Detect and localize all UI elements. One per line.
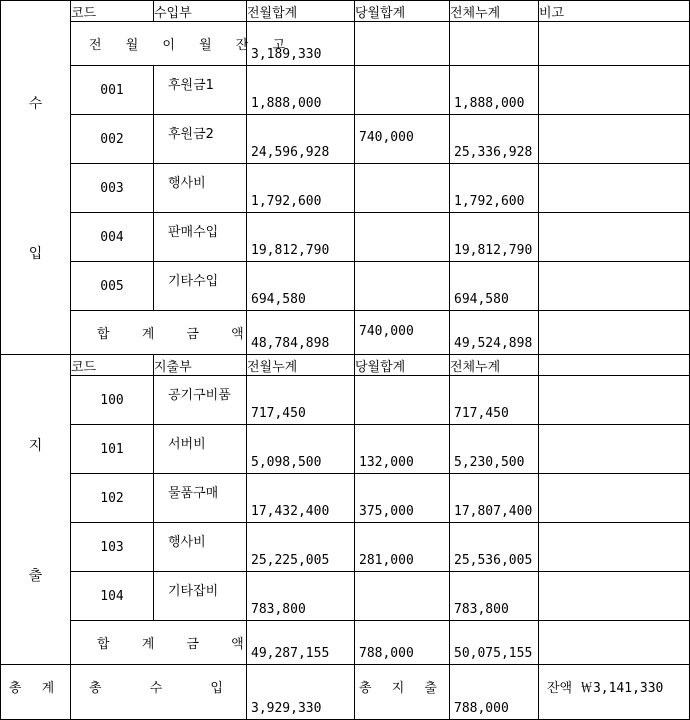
expense-total: 17,807,400 xyxy=(450,474,539,523)
expense-header-row xyxy=(1,355,690,376)
expense-current: 375,000 xyxy=(355,474,450,523)
expense-prev: 717,450 xyxy=(247,376,355,425)
income-code: 001 xyxy=(71,66,154,115)
table-row xyxy=(1,262,690,311)
footer-expense-value: 788,000 xyxy=(450,665,539,720)
footer-income-value: 3,929,330 xyxy=(247,665,355,720)
expense-code: 104 xyxy=(71,572,154,621)
carryover-note xyxy=(539,22,690,66)
income-code: 003 xyxy=(71,164,154,213)
table-row xyxy=(1,523,690,572)
carryover-row xyxy=(1,22,690,66)
expense-note xyxy=(539,425,690,474)
income-header-name: 수입부 xyxy=(154,1,247,22)
income-header-total: 전체누계 xyxy=(450,1,539,22)
footer-balance: 잔액 ￦3,141,330 xyxy=(539,665,690,720)
expense-note xyxy=(539,572,690,621)
income-total: 25,336,928 xyxy=(450,115,539,164)
expense-header-name: 지출부 xyxy=(154,355,247,376)
income-side-bottom: 입 xyxy=(28,245,43,262)
income-current xyxy=(355,164,450,213)
expense-name: 서버비 xyxy=(154,425,247,474)
expense-code: 101 xyxy=(71,425,154,474)
table-row xyxy=(1,66,690,115)
carryover-label: 전 월 이 월 잔 고 xyxy=(71,22,247,66)
expense-prev: 783,800 xyxy=(247,572,355,621)
carryover-current xyxy=(355,22,450,66)
income-code: 005 xyxy=(71,262,154,311)
income-total: 1,792,600 xyxy=(450,164,539,213)
income-prev: 19,812,790 xyxy=(247,213,355,262)
income-name: 기타수입 xyxy=(154,262,247,311)
carryover-total xyxy=(450,22,539,66)
income-header-current: 당월합계 xyxy=(355,1,450,22)
income-note xyxy=(539,115,690,164)
expense-name: 기타잡비 xyxy=(154,572,247,621)
income-note xyxy=(539,213,690,262)
income-code: 004 xyxy=(71,213,154,262)
income-side-top: 수 xyxy=(28,95,43,112)
income-prev: 24,596,928 xyxy=(247,115,355,164)
expense-header-current: 당월합계 xyxy=(355,355,450,376)
expense-sum-total: 50,075,155 xyxy=(450,621,539,665)
expense-header-note xyxy=(539,355,690,376)
income-header-prev: 전월합계 xyxy=(247,1,355,22)
table-row xyxy=(1,115,690,164)
footer-income-label: 총 수 입 xyxy=(71,665,247,720)
income-prev: 1,888,000 xyxy=(247,66,355,115)
expense-total: 783,800 xyxy=(450,572,539,621)
table-row xyxy=(1,572,690,621)
expense-side-label xyxy=(1,355,71,665)
footer-row xyxy=(1,665,690,720)
expense-note xyxy=(539,523,690,572)
expense-current: 281,000 xyxy=(355,523,450,572)
income-current xyxy=(355,66,450,115)
income-current xyxy=(355,262,450,311)
income-sum-row xyxy=(1,311,690,355)
expense-total: 717,450 xyxy=(450,376,539,425)
income-header-row xyxy=(1,1,690,22)
income-sum-current: 740,000 xyxy=(355,311,450,355)
expense-sum-row xyxy=(1,621,690,665)
income-note xyxy=(539,262,690,311)
expense-prev: 5,098,500 xyxy=(247,425,355,474)
income-sum-total: 49,524,898 xyxy=(450,311,539,355)
income-current xyxy=(355,213,450,262)
expense-sum-note xyxy=(539,621,690,665)
table-row xyxy=(1,425,690,474)
income-name: 행사비 xyxy=(154,164,247,213)
carryover-prev: 3,189,330 xyxy=(247,22,355,66)
income-side-label xyxy=(1,1,71,355)
income-sum-prev: 48,784,898 xyxy=(247,311,355,355)
expense-name: 행사비 xyxy=(154,523,247,572)
table-row xyxy=(1,164,690,213)
expense-total: 5,230,500 xyxy=(450,425,539,474)
expense-note xyxy=(539,474,690,523)
expense-side-top: 지 xyxy=(28,437,43,454)
income-total: 19,812,790 xyxy=(450,213,539,262)
income-total: 1,888,000 xyxy=(450,66,539,115)
expense-current xyxy=(355,572,450,621)
income-name: 판매수입 xyxy=(154,213,247,262)
expense-name: 물품구매 xyxy=(154,474,247,523)
footer-label: 총 계 xyxy=(1,665,71,720)
income-note xyxy=(539,164,690,213)
table-row xyxy=(1,376,690,425)
expense-prev: 17,432,400 xyxy=(247,474,355,523)
expense-note xyxy=(539,376,690,425)
income-note xyxy=(539,66,690,115)
expense-sum-prev: 49,287,155 xyxy=(247,621,355,665)
footer-expense-label: 총 지 출 xyxy=(355,665,450,720)
table-row xyxy=(1,474,690,523)
expense-sum-current: 788,000 xyxy=(355,621,450,665)
income-name: 후원금1 xyxy=(154,66,247,115)
expense-current xyxy=(355,376,450,425)
expense-prev: 25,225,005 xyxy=(247,523,355,572)
expense-header-total: 전체누계 xyxy=(450,355,539,376)
income-header-note: 비고 xyxy=(539,1,690,22)
expense-code: 100 xyxy=(71,376,154,425)
expense-sum-label: 합 계 금 액 xyxy=(71,621,247,665)
expense-side-bottom: 출 xyxy=(28,567,43,584)
expense-name: 공기구비품 xyxy=(154,376,247,425)
expense-code: 103 xyxy=(71,523,154,572)
income-name: 후원금2 xyxy=(154,115,247,164)
income-prev: 1,792,600 xyxy=(247,164,355,213)
income-total: 694,580 xyxy=(450,262,539,311)
expense-code: 102 xyxy=(71,474,154,523)
expense-total: 25,536,005 xyxy=(450,523,539,572)
income-sum-label: 합 계 금 액 xyxy=(71,311,247,355)
income-current: 740,000 xyxy=(355,115,450,164)
expense-header-prev: 전월누계 xyxy=(247,355,355,376)
income-code: 002 xyxy=(71,115,154,164)
table-row xyxy=(1,213,690,262)
income-header-code: 코드 xyxy=(71,1,154,22)
income-prev: 694,580 xyxy=(247,262,355,311)
expense-header-code: 코드 xyxy=(71,355,154,376)
income-sum-note xyxy=(539,311,690,355)
expense-current: 132,000 xyxy=(355,425,450,474)
